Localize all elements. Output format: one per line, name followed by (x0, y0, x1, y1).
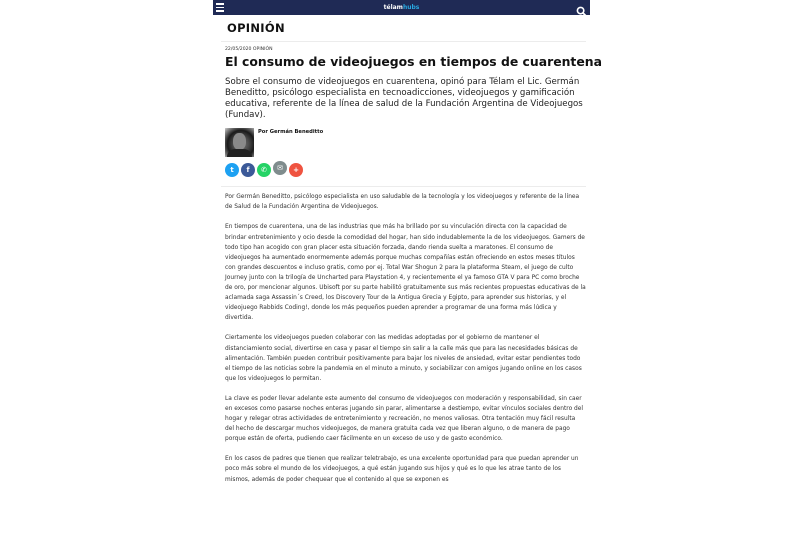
author-name[interactable]: Por Germán Beneditto (258, 129, 324, 136)
article-paragraph: En tiempos de cuarentena, una de las industrias que más ha brillado por su vinculación directa con la capacidad de brindar entretenimiento y ocio desde la comodidad del hogar, han sido indudablemente la de los videojuegos. Gamers de todo tipo han acogido con gran placer esta situación forzada, dando rienda suelta a maratones. El consumo de videojuegos ha aumentado enormemente además porque muchas compañías están ofreciendo en estos meses títulos con grandes descuentos e incluso gratis, como por ej. Total War Shogun 2 para la plataforma Steam, el juego de culto Journey junto con la trilogía de Uncharted para Playstation 4, y recientemente el ya famoso GTA V para PC como broche de oro, por mencionar algunos. Ubisoft por su parte habilitó gratuitamente sus más recientes propuestas educativas de la aclamada saga Assassin´s Creed, los Discovery Tour de la Antigua Grecia y Egipto, para aprender sus historias, y el videojuego Rabbids Coding!, donde los más pequeños pueden aprender a programar de una forma más lúdica y divertida. (225, 224, 586, 322)
share-facebook-button[interactable] (241, 163, 255, 177)
search-icon[interactable] (576, 2, 587, 13)
share-buttons (225, 163, 590, 177)
share-twitter-button[interactable] (225, 163, 239, 177)
article-paragraph: La clave es poder llevar adelante este aumento del consumo de videojuegos con moderación y responsabilidad, sin caer en excesos como pasarse noches enteras jugando sin parar, alimentarse a destiempo, evitar vínculos sociales dentro del hogar y relegar otras actividades de entretenimiento y recreación, no menos valiosas. Otra tentación muy fácil resulta del hecho de descargar muchos videojuegos, de manera gratuita cada vez que liberan alguno, o de manera de pago porque están de oferta, pudiendo caer fácilmente en un exceso de uso y de gasto económico. (225, 395, 584, 443)
author-block (225, 128, 590, 158)
article-paragraph: Por Germán Beneditto, psicólogo especialista en uso saludable de la tecnología y los videojuegos y referente de la línea de Salud de la Fundación Argentina de Videojuegos. (225, 194, 580, 211)
author-photo (225, 128, 254, 157)
top-navigation-bar (213, 0, 590, 15)
article-date-category: 22/05/2020 OPINIÓN (225, 47, 273, 52)
whatsapp-icon: ✆ (261, 166, 267, 175)
section-title: OPINIÓN (227, 21, 285, 35)
facebook-icon: f (246, 166, 250, 175)
plus-icon: + (293, 166, 299, 175)
article-page (213, 0, 602, 495)
logo-text-telam: télam (383, 4, 403, 11)
article-title: El consumo de videojuegos en tiempos de cuarentena (225, 54, 602, 69)
divider (221, 186, 586, 187)
twitter-icon: t (230, 166, 234, 175)
article-paragraph: En los casos de padres que tienen que realizar teletrabajo, es una excelente oportunidad para que puedan aprender un poco más sobre el mundo de los videojuegos, a qué están jugando sus hijos y qué es lo que les atrae tanto de los mismos, además de poder chequear que el contenido al que se exponen es (225, 456, 579, 483)
article-lead: Sobre el consumo de videojuegos en cuarentena, opinó para Télam el Lic. Germán Beneditto, psicólogo especialista en tecnoadicciones, videojuegos y gamificación educativa, referente de la línea de salud de la Fundación Argentina de Videojuegos (Fundav). (225, 77, 583, 121)
article-body (225, 192, 586, 484)
divider (221, 41, 586, 42)
logo-text-hubs: hubs (402, 4, 420, 11)
email-icon: ✉ (277, 164, 283, 173)
share-email-button[interactable] (273, 161, 287, 175)
article-paragraph: Ciertamente los videojuegos pueden colaborar con las medidas adoptadas por el gobierno de mantener el distanciamiento social, divertirse en casa y pasar el tiempo sin salir a la calle más que para las necesidades básicas de alimentación. También pueden contribuir positivamente para bajar los niveles de ansiedad, evitar estar pendientes todo el tiempo de las noticias sobre la pandemia en el minuto a minuto, y sociabilizar con amigos jugando online en los casos que los videojuegos lo permitan. (225, 335, 582, 382)
share-whatsapp-button[interactable] (257, 163, 271, 177)
site-logo[interactable] (213, 3, 590, 12)
share-more-button[interactable] (289, 163, 303, 177)
